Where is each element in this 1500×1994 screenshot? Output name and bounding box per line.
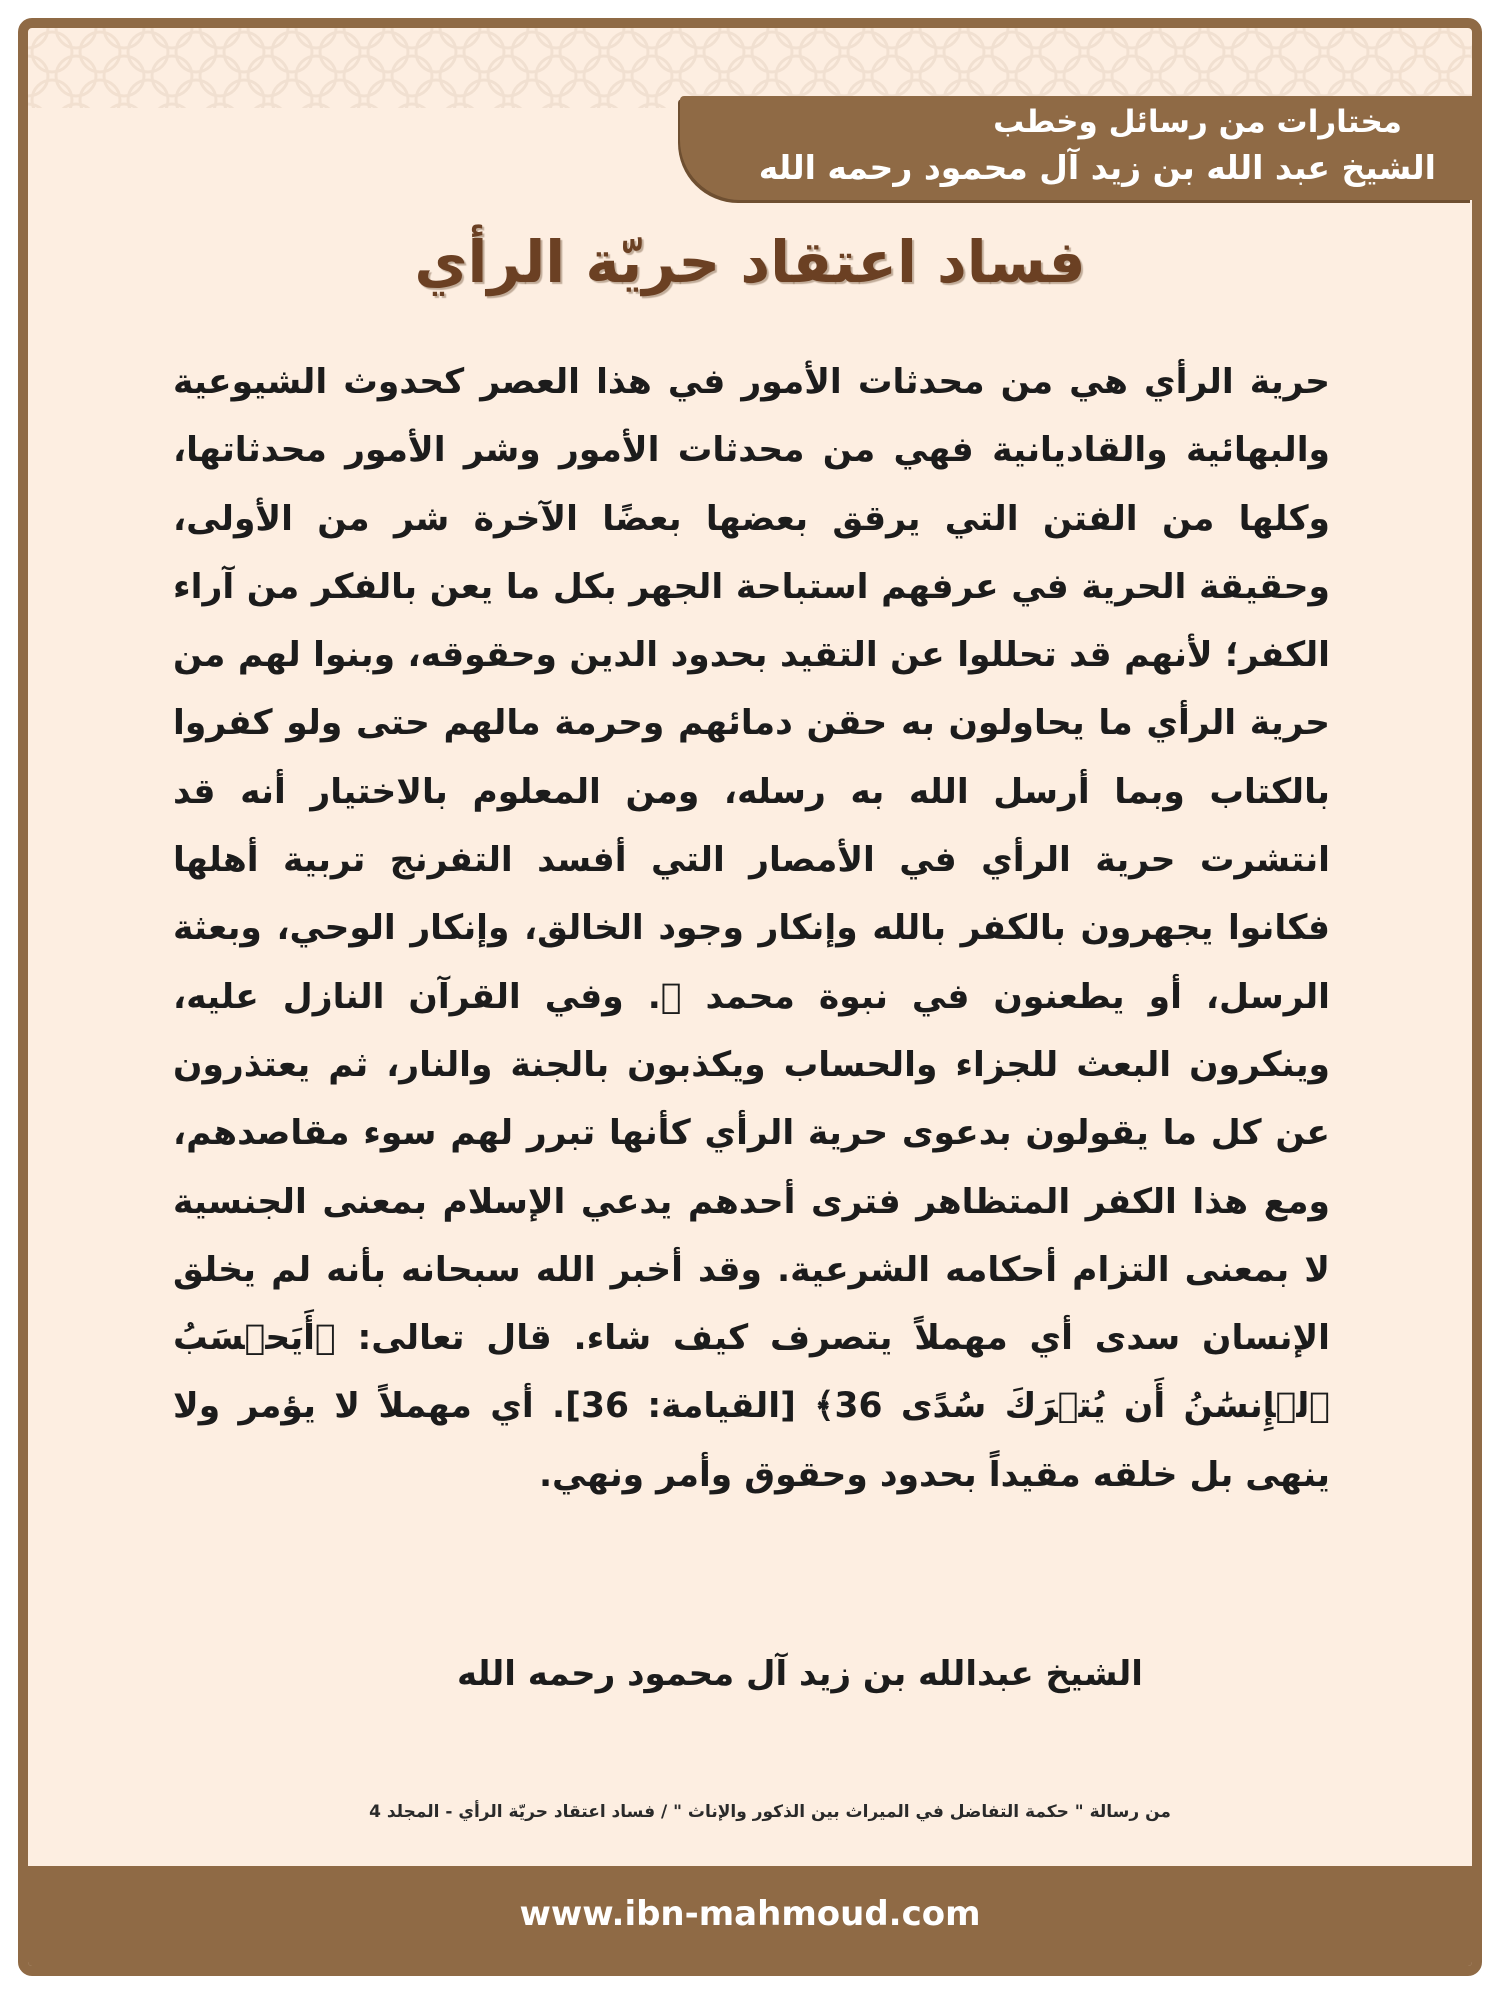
author-title: الشيخ عبد الله بن زيد آل محمود رحمه الله: [758, 148, 1436, 187]
poster-frame: [18, 18, 1482, 1976]
series-title: مختارات من رسائل وخطب: [993, 104, 1402, 140]
article-title: فساد اعتقاد حريّة الرأي: [414, 228, 1086, 296]
article-body: حرية الرأي هي من محدثات الأمور في هذا العصر كحدوث الشيوعية والبهائية والقاديانية فهي من محدثات الأمور وشر الأمور محدثاتها، وكلها من الفتن التي يرقق بعضها بعضًا الآخرة شر من الأولى، وحقيقة الحرية في عرفهم استباحة الجهر بكل ما يعن بالفكر من آراء الكفر؛ لأنهم قد تحللوا عن التقيد بحدود الدين وحقوقه، وبنوا لهم من حرية الرأي ما يحاولون به حقن دمائهم وحرمة مالهم حتى ولو كفروا بالكتاب وبما أرسل الله به رسله، ومن المعلوم بالاختيار أنه قد انتشرت حرية الرأي في الأمصار التي أفسد التفرنج تربية أهلها فكانوا يجهرون بالكفر بالله وإنكار وجود الخالق، وإنكار الوحي، وبعثة الرسل، أو يطعنون في نبوة محمد ﷺ. وفي القرآن النازل عليه، وينكرون البعث للجزاء والحساب ويكذبون بالجنة والنار، ثم يعتذرون عن كل ما يقولون بدعوى حرية الرأي كأنها تبرر لهم سوء مقاصدهم، ومع هذا الكفر المتظاهر فترى أحدهم يدعي الإسلام بمعنى الجنسية لا بمعنى التزام أحكامه الشرعية. وقد أخبر الله سبحانه بأنه لم يخلق الإنسان سدى أي مهملاً يتصرف كيف شاء. قال تعالى: ﴿أَيَحۡسَبُ ٱلۡإِنسَٰنُ أَن يُتۡرَكَ سُدًى 36﴾ [القيامة: 36]. أي مهملاً لا يؤمر ولا ينهى بل خلقه مقيداً بحدود وحقوق وأمر ونهي.: [173, 362, 1330, 1495]
footer-band: [28, 1866, 1472, 1976]
header-band: [680, 96, 1472, 200]
source-citation: من رسالة " حكمة التفاضل في الميراث بين الذكور والإناث " / فساد اعتقاد حريّة الرأي - المجلد 4: [369, 1802, 1171, 1822]
website-link[interactable]: www.ibn-mahmoud.com: [519, 1894, 981, 1934]
author-signature: الشيخ عبدالله بن زيد آل محمود رحمه الله: [457, 1654, 1143, 1694]
